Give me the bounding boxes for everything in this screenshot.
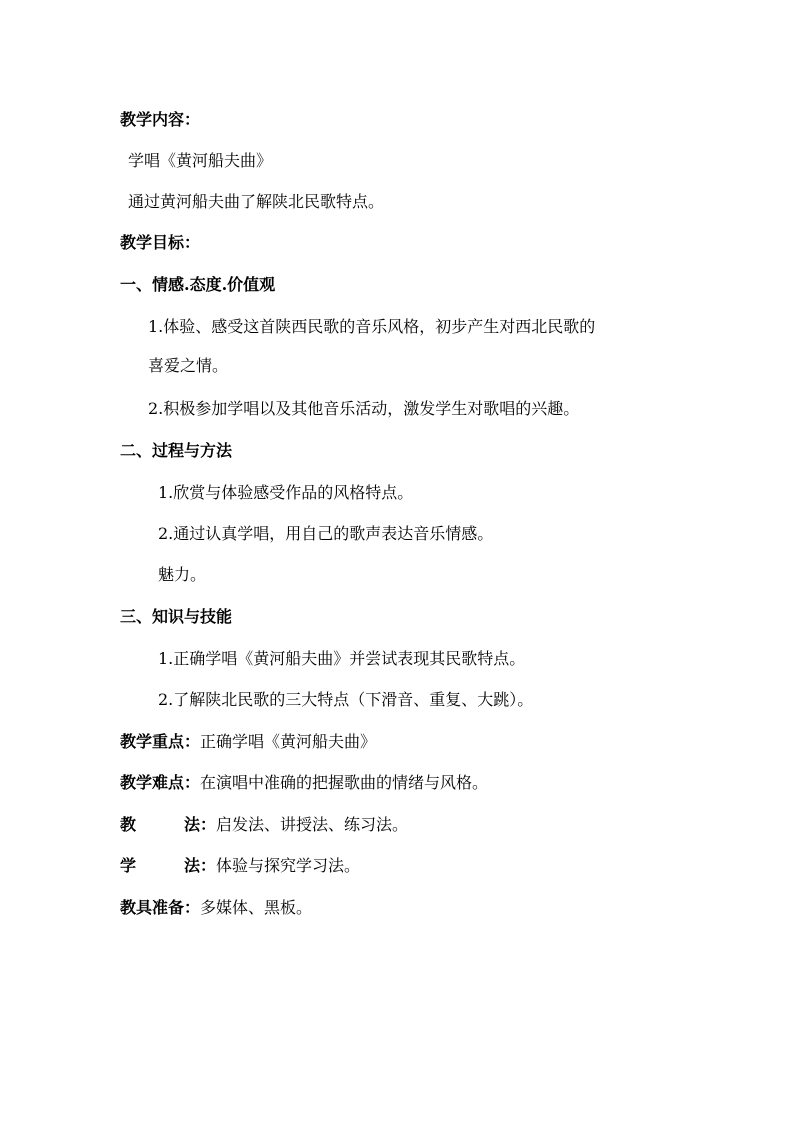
section-title-knowledge: 三、知识与技能 [120, 607, 233, 626]
field-difficulty [120, 773, 488, 793]
field-materials [120, 898, 312, 918]
goal-process-2: 2.通过认真学唱，用自己的歌声表达音乐情感。 [158, 524, 494, 543]
field-difficulty-value: 在演唱中准确的把握歌曲的情绪与风格。 [200, 773, 489, 792]
field-learning-method [120, 856, 360, 876]
goal-emotion-2: 2.积极参加学唱以及其他音乐活动，激发学生对歌唱的兴趣。 [148, 399, 580, 418]
goal-emotion-1: 1.体验、感受这首陕西民歌的音乐风格，初步产生对西北民歌的 [148, 317, 596, 336]
field-teaching-method-label-a: 教 [120, 815, 137, 834]
field-learning-method-value: 体验与探究学习法。 [216, 856, 361, 875]
field-key-point [120, 732, 376, 752]
section-title-emotion: 一、情感.态度.价值观 [120, 275, 276, 294]
section-title-process: 二、过程与方法 [120, 441, 233, 460]
field-learning-method-label-a: 学 [120, 856, 137, 875]
field-materials-label: 教具准备： [120, 898, 201, 917]
field-key-point-label: 教学重点： [120, 732, 201, 751]
field-learning-method-label-b: 法： [184, 856, 217, 875]
field-teaching-method-value: 启发法、讲授法、练习法。 [216, 815, 409, 834]
field-materials-value: 多媒体、黑板。 [200, 898, 313, 917]
goal-knowledge-1: 1.正确学唱《黄河船夫曲》并尝试表现其民歌特点。 [158, 649, 526, 668]
content-item-song: 学唱《黄河船夫曲》 [128, 151, 273, 170]
field-teaching-method-label-b: 法： [184, 815, 217, 834]
goal-process-cont: 魅力。 [158, 565, 207, 584]
field-key-point-value: 正确学唱《黄河船夫曲》 [200, 732, 377, 751]
field-teaching-method [120, 815, 408, 835]
goal-knowledge-2: 2.了解陕北民歌的三大特点（下滑音、重复、大跳）。 [158, 690, 534, 709]
content-heading: 教学内容： [120, 110, 201, 129]
content-item-purpose: 通过黄河船夫曲了解陕北民歌特点。 [128, 192, 385, 211]
goal-process-1: 1.欣赏与体验感受作品的风格特点。 [158, 483, 414, 502]
goals-heading: 教学目标： [120, 233, 201, 252]
field-difficulty-label: 教学难点： [120, 773, 201, 792]
goal-emotion-1-cont: 喜爱之情。 [148, 356, 229, 375]
